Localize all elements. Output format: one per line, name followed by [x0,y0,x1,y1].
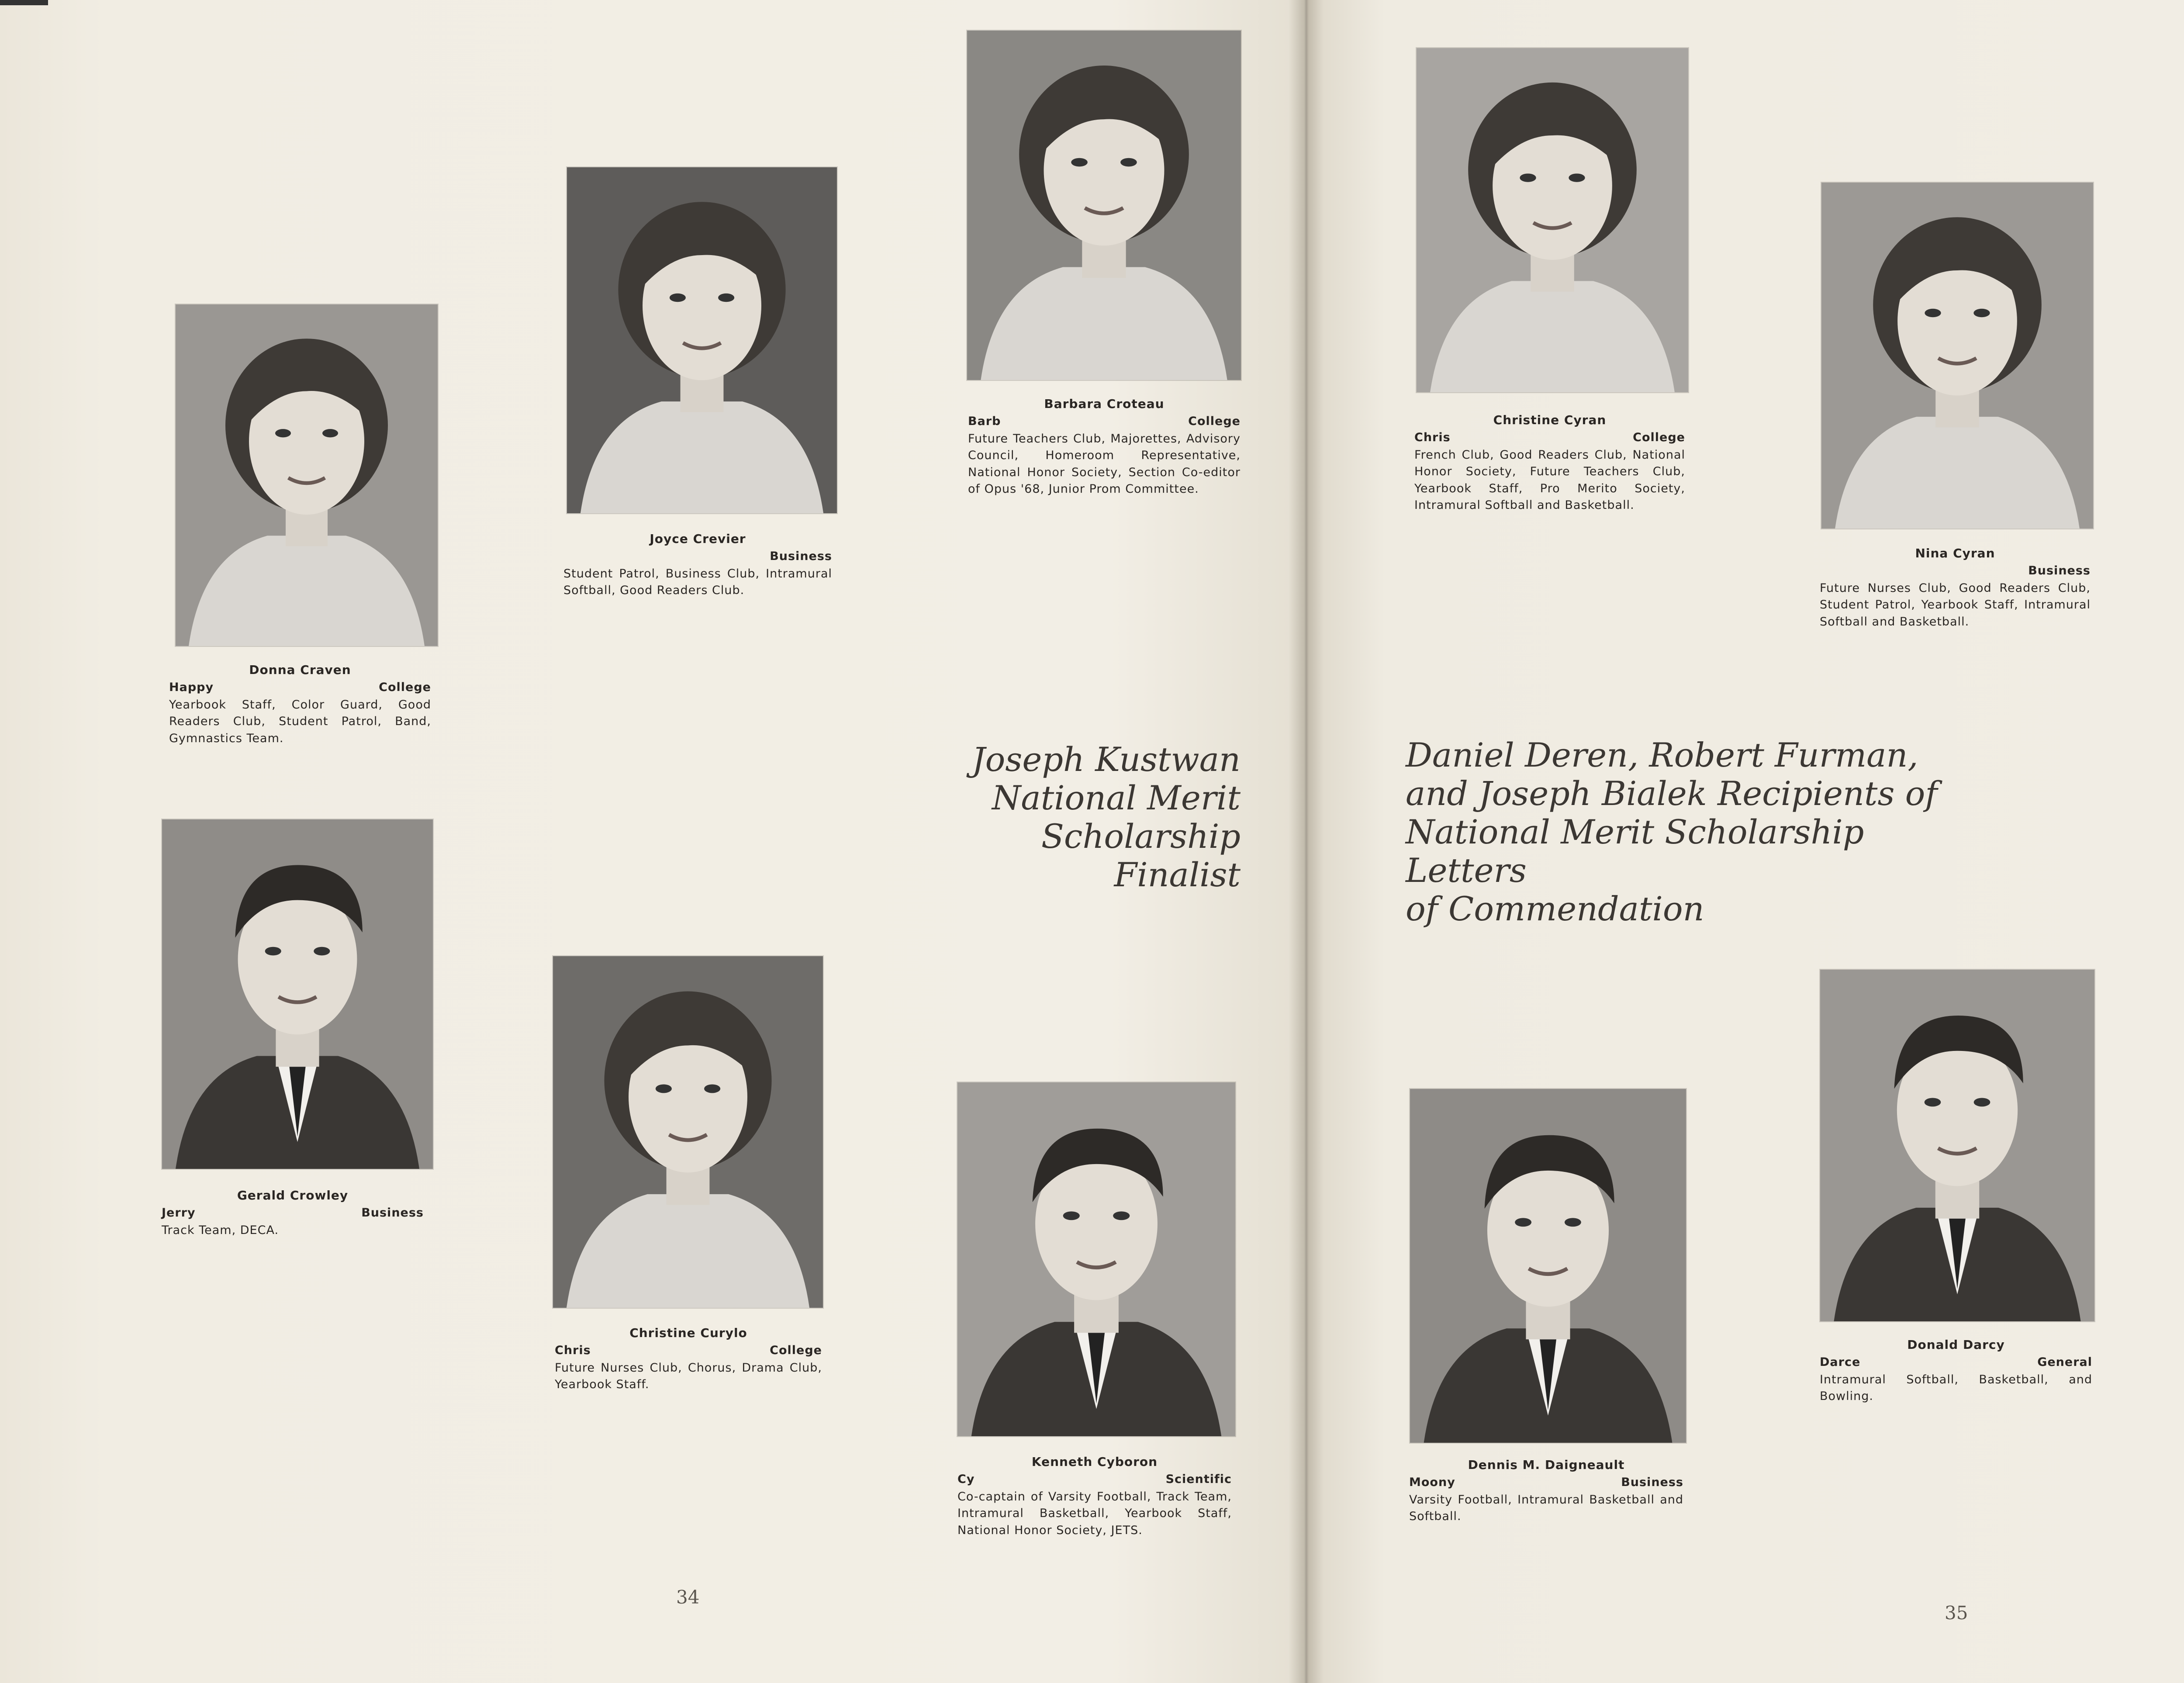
corner-mark [0,0,48,5]
student-nickname: Chris [1414,431,1451,444]
student-name: Christine Cyran [1493,413,1607,427]
student-photo [176,304,438,646]
student-nickname: Barb [968,415,1001,428]
heading-line: National Merit Scholarship [992,778,1241,856]
student-details [555,1344,822,1357]
student-nickname: Jerry [162,1206,196,1220]
student-caption [162,1188,424,1239]
student-course: General [2037,1355,2092,1369]
student-nickname: Chris [555,1344,591,1357]
student-photo [1417,48,1688,392]
student-caption [957,1455,1232,1539]
heading-line: Finalist [1114,855,1241,894]
student-details [162,1206,424,1220]
heading-line: of Commendation [1406,889,1704,928]
student-name: Christine Curylo [629,1326,747,1340]
commendation-heading [1406,736,1973,928]
student-activities: Track Team, DECA. [162,1223,279,1237]
student-name: Nina Cyran [1915,546,1995,560]
student-course: Business [361,1206,424,1220]
student-nickname: Cy [957,1472,975,1486]
student-name: Dennis M. Daigneault [1468,1458,1625,1472]
student-details [169,681,431,694]
student-photo [567,167,837,513]
student-caption [1409,1458,1683,1525]
student-activities: Future Nurses Club, Good Readers Club, Student Patrol, Yearbook Staff, Intramural Softball and Basketball. [1820,581,2091,629]
book-gutter [1289,0,1324,1683]
student-course: Business [2028,564,2091,577]
heading-line: Daniel Deren, Robert Furman, [1406,736,1918,774]
student-photo [162,819,433,1169]
student-activities: Future Teachers Club, Majorettes, Advisory Council, Homeroom Representative, National Honor Society, Section Co-editor of Opus '68, Junior Prom Committee. [968,432,1241,496]
student-name: Donald Darcy [1907,1337,2005,1352]
student-caption [1820,1337,2092,1405]
student-caption [1414,413,1685,514]
student-activities: Intramural Softball, Basketball, and Bowling. [1820,1373,2092,1403]
student-activities: Varsity Football, Intramural Basketball and Softball. [1409,1493,1683,1524]
student-activities: Yearbook Staff, Color Guard, Good Readers Club, Student Patrol, Band, Gymnastics Team. [169,698,431,745]
student-nickname: Happy [169,681,214,694]
student-course: Scientific [1165,1472,1232,1486]
student-course: Business [770,549,832,563]
student-details [563,549,832,563]
student-details [957,1472,1232,1486]
student-course: Business [1621,1476,1683,1489]
student-name: Joyce Crevier [650,532,746,546]
heading-line: National Merit Scholarship Letters [1406,812,1864,890]
student-nickname: Darce [1820,1355,1861,1369]
student-name: Barbara Croteau [1044,397,1165,411]
student-activities: French Club, Good Readers Club, National Honor Society, Future Teachers Club, Yearbook Staff, Pro Merito Society, Intramural Softball and Basketball. [1414,448,1685,512]
page-number-left: 34 [676,1586,700,1608]
student-course: College [1188,415,1241,428]
student-caption [968,397,1241,498]
student-course: College [1633,431,1685,444]
student-caption [555,1326,822,1393]
student-photo [553,956,823,1308]
finalist-heading [812,740,1241,894]
student-photo [967,31,1241,380]
heading-line: and Joseph Bialek Recipients of [1406,774,1938,813]
student-details [1820,1355,2092,1369]
student-details [1820,564,2091,577]
student-photo [957,1082,1235,1436]
student-details [968,415,1241,428]
page-number-right: 35 [1945,1602,1968,1624]
student-details [1414,431,1685,444]
student-name: Kenneth Cyboron [1031,1455,1158,1469]
student-name: Gerald Crowley [237,1188,349,1203]
student-course: College [379,681,431,694]
student-caption [169,663,431,747]
heading-line: Joseph Kustwan [972,740,1241,779]
student-activities: Co-captain of Varsity Football, Track Team, Intramural Basketball, Yearbook Staff, National Honor Society, JETS. [957,1490,1232,1537]
student-photo [1821,183,2093,529]
student-nickname: Moony [1409,1476,1455,1489]
student-activities: Future Nurses Club, Chorus, Drama Club, Yearbook Staff. [555,1361,822,1392]
student-photo [1820,970,2094,1321]
student-activities: Student Patrol, Business Club, Intramural Softball, Good Readers Club. [563,567,832,598]
student-course: College [770,1344,822,1357]
student-caption [1820,546,2091,630]
student-name: Donna Craven [249,663,351,677]
student-photo [1410,1089,1686,1443]
student-details [1409,1476,1683,1489]
student-caption [563,532,832,599]
